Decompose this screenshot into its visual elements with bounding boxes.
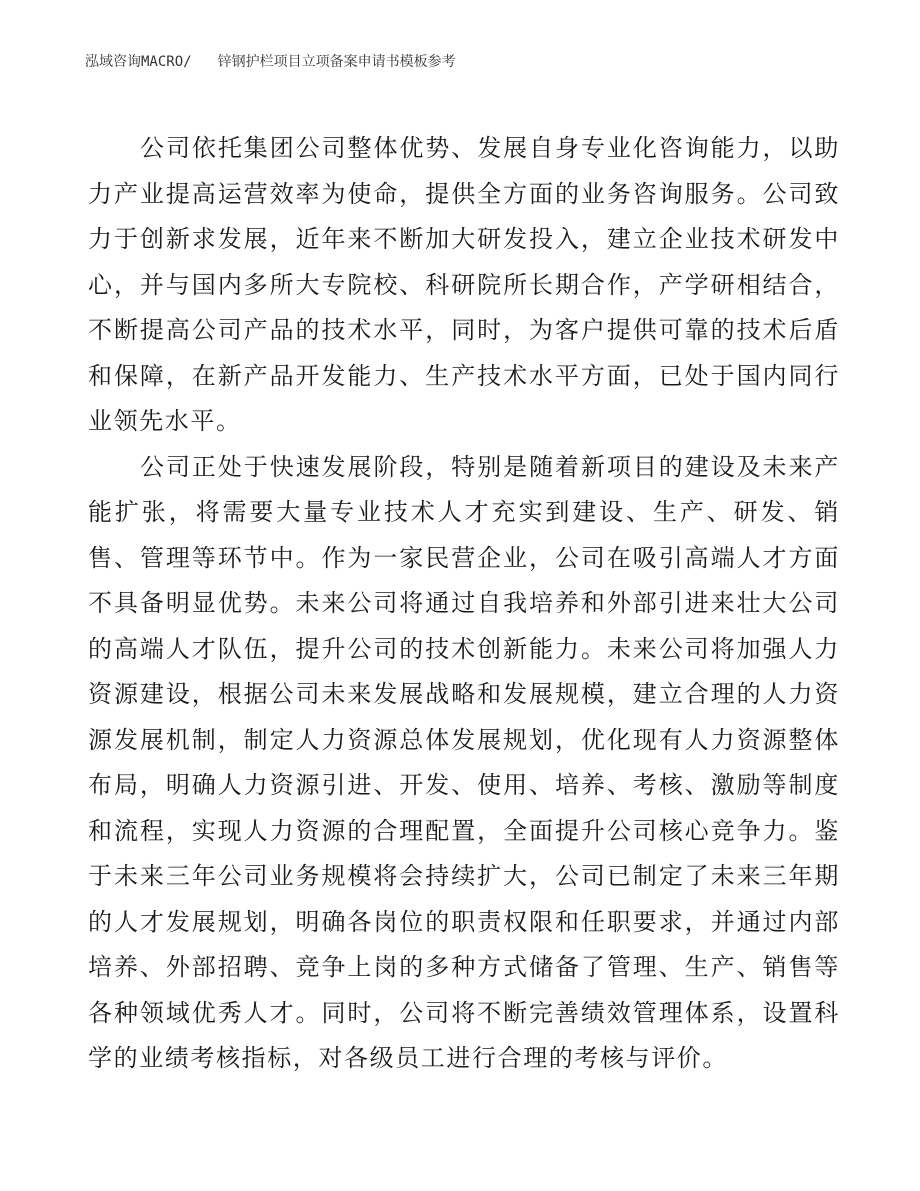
header-document-title: 锌钢护栏项目立项备案申请书模板参考 — [217, 54, 456, 70]
header-brand: 泓域咨询MACRO/ — [85, 54, 192, 70]
body-paragraph: 公司依托集团公司整体优势、发展自身专业化咨询能力，以助力产业提高运营效率为使命，提供全方面的业务咨询服务。公司致力于创新求发展，近年来不断加大研发投入，建立企业技术研发中心，并与国内多所大专院校、科研院所长期合作，产学研相结合，不断提高公司产品的技术水平，同时，为客户提供可靠的技术后盾和保障，在新产品开发能力、生产技术水平方面，已处于国内同行业领先水平。 — [88, 134, 840, 435]
document-body — [88, 126, 840, 1082]
header-divider — [80, 84, 840, 85]
body-paragraph: 公司正处于快速发展阶段，特别是随着新项目的建设及未来产能扩张，将需要大量专业技术人才充实到建设、生产、研发、销售、管理等环节中。作为一家民营企业，公司在吸引高端人才方面不具备明显优势。未来公司将通过自我培养和外部引进来壮大公司的高端人才队伍，提升公司的技术创新能力。未来公司将加强人力资源建设，根据公司未来发展战略和发展规模，建立合理的人力资源发展机制，制定人力资源总体发展规划，优化现有人力资源整体布局，明确人力资源引进、开发、使用、培养、考核、激励等制度和流程，实现人力资源的合理配置，全面提升公司核心竞争力。鉴于未来三年公司业务规模将会持续扩大，公司已制定了未来三年期的人才发展规划，明确各岗位的职责权限和任职要求，并通过内部培养、外部招聘、竞争上岗的多种方式储备了管理、生产、销售等各种领域优秀人才。同时，公司将不断完善绩效管理体系，设置科学的业绩考核指标，对各级员工进行合理的考核与评价。 — [88, 452, 840, 1072]
page-header — [85, 50, 845, 74]
